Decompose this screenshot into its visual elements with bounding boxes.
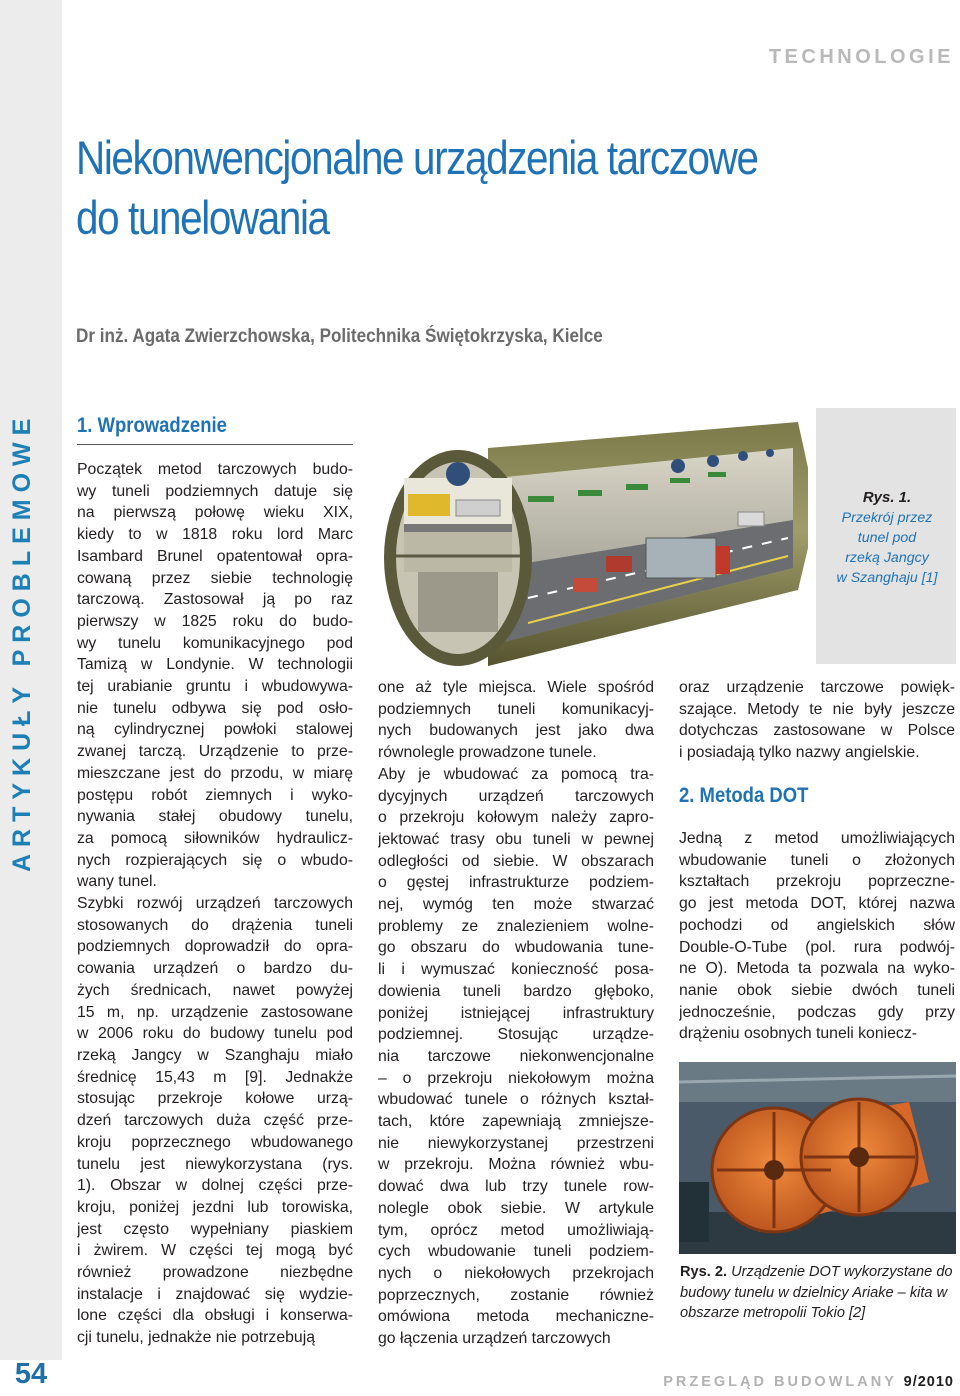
text-line: Jedną z metod umożliwiających bbox=[679, 830, 955, 847]
text-line: wany tunel. bbox=[77, 873, 157, 891]
figure-1-label: Rys. 1. bbox=[862, 489, 912, 506]
text-line: podziemnej. Stosując urządze- bbox=[378, 1026, 654, 1044]
text-line: ną cylindrycznej powłoki stalowej bbox=[77, 721, 353, 739]
text-line: wbudowanie tuneli o złożonych bbox=[679, 851, 955, 869]
text-line: nie tunelu odbywa się pod osło- bbox=[77, 699, 353, 717]
text-line: nywania stałej obudowy tunelu, bbox=[77, 808, 353, 826]
text-line: postępu robót ziemnych i wyko- bbox=[77, 786, 353, 804]
text-line: na pierwszą połowę wieku XIX, bbox=[77, 504, 353, 522]
figure-1-caption-line: rzeką Jangcy bbox=[845, 550, 929, 566]
text-line: mieszczane jest do przodu, w miarę bbox=[77, 764, 353, 782]
text-line: tej urabianie gruntu i wbudowywa- bbox=[77, 678, 353, 696]
text-line: dzeń tarczowych duża część prze- bbox=[77, 1112, 353, 1130]
figure-2-label: Rys. 2. bbox=[680, 1264, 728, 1280]
text-line: stosując przekroje kołowe urzą- bbox=[77, 1090, 353, 1108]
text-line: wy tunelu komunikacyjnego pod bbox=[77, 634, 353, 652]
text-line: go obszaru do wbudowania tune- bbox=[378, 939, 654, 957]
title-line-1: Niekonwencjonalne urządzenia tarczowe bbox=[76, 131, 758, 184]
section-category-label: ARTYKUŁY PROBLEMOWE bbox=[8, 411, 36, 872]
text-line: tarczową. Zastosował ją po raz bbox=[77, 591, 353, 609]
text-line: dowienia tuneli bardzo głęboko, bbox=[378, 982, 654, 1000]
text-line: Początek metod tarczowych budo- bbox=[77, 461, 353, 478]
text-line: kształtach przekroju poprzeczne- bbox=[679, 873, 955, 891]
text-line: jest często wypełniany piaskiem bbox=[77, 1220, 353, 1238]
text-line: Aby je wbudować za pomocą tra- bbox=[378, 765, 654, 783]
text-line: średnicę 15,43 m [9]. Jednakże bbox=[77, 1068, 353, 1086]
text-line: kroju, poniżej jezdni lub torowiska, bbox=[77, 1198, 353, 1216]
text-line: oraz urządzenie tarczowe powięk- bbox=[679, 679, 955, 696]
text-line: cowaną przez siebie technologię bbox=[77, 569, 353, 587]
text-line: nia tarczowe niekonwencjonalne bbox=[378, 1047, 654, 1065]
text-line: jednocześnie, podczas gdy przy bbox=[679, 1003, 955, 1021]
text-line: ne O). Metoda ta pozwala na wyko- bbox=[679, 960, 955, 978]
body-column-1 bbox=[77, 459, 353, 1349]
text-line: poniżej istniejącej infrastruktury bbox=[378, 1004, 654, 1022]
text-line: nych budowanych jest jako dwa bbox=[378, 722, 654, 740]
text-line: stosowanych do drążenia tuneli bbox=[77, 916, 353, 934]
author-line: Dr inż. Agata Zwierzchowska, Politechnika Świętokrzyska, Kielce bbox=[76, 326, 603, 347]
text-line: pierwszy w 1825 roku do budo- bbox=[77, 612, 353, 630]
text-line: Tamizą w Londynie. W technologii bbox=[77, 656, 353, 674]
section-heading-dot: 2. Metoda DOT bbox=[679, 784, 809, 807]
text-line: cych wbudowanie tuneli podziem- bbox=[378, 1243, 654, 1261]
text-line: go łączenia urządzeń tarczowych bbox=[378, 1330, 611, 1348]
text-line: Szybki rozwój urządzeń tarczowych bbox=[77, 895, 353, 913]
text-line: zwanej tarczą. Urządzenie to prze- bbox=[77, 743, 353, 761]
figure-1-caption-line: Przekrój przez bbox=[841, 510, 933, 526]
body-column-3-dot bbox=[679, 828, 955, 1045]
text-line: o gęstej infrastrukturze podziem- bbox=[378, 874, 654, 892]
text-line: li i wymuszać konieczność posa- bbox=[378, 961, 654, 979]
text-line: wy tuneli podziemnych datuje się bbox=[77, 482, 353, 500]
text-line: podziemnych doprowadził do opra- bbox=[77, 938, 353, 956]
journal-footer bbox=[663, 1374, 954, 1390]
figure-2-dot-machine-photo bbox=[679, 1062, 956, 1254]
title-line-2: do tunelowania bbox=[76, 191, 329, 244]
heading-rule bbox=[77, 444, 353, 445]
figure-1-tunnel-cross-section bbox=[378, 408, 816, 668]
text-line: poprzecznych, zostanie również bbox=[378, 1286, 654, 1304]
text-line: w 2006 roku do budowy tunelu pod bbox=[77, 1025, 353, 1043]
text-line: one aż tyle miejsca. Wiele spośród bbox=[378, 679, 654, 696]
text-line: tach, które zapewniają zmniejsze- bbox=[378, 1113, 654, 1131]
text-line: w przekroju. Można również wbu- bbox=[378, 1156, 654, 1174]
text-line: cowania urządzeń o bardzo du- bbox=[77, 960, 353, 978]
text-line: nolegle obok siebie. W artykule bbox=[378, 1199, 654, 1217]
text-line: i posiadają tylko nazwy angielskie. bbox=[679, 744, 920, 762]
text-line: o przekroju kołowym należy zapro- bbox=[378, 809, 654, 827]
figure-1-caption bbox=[822, 488, 952, 588]
text-line: szające. Metody te nie były jeszcze bbox=[679, 700, 955, 718]
text-line: cji tunelu, jednakże nie potrzebują bbox=[77, 1329, 315, 1347]
text-line: pochodzi od angielskich słów bbox=[679, 916, 955, 934]
section-heading-intro: 1. Wprowadzenie bbox=[77, 414, 227, 437]
text-line: tunelu jest niewykorzystana (rys. bbox=[77, 1155, 353, 1173]
text-line: problemy ze znalezieniem wolne- bbox=[378, 917, 654, 935]
dot-machine-illustration bbox=[679, 1062, 956, 1254]
text-line: i żwirem. W części tej mogą być bbox=[77, 1242, 353, 1260]
text-line: kroju poprzecznego wbudowanego bbox=[77, 1133, 353, 1151]
text-line: dycyjnych urządzeń tarczowych bbox=[378, 787, 654, 805]
text-line: rzeką Jangcy w Szanghaju miało bbox=[77, 1046, 353, 1064]
text-line: wbudować tunele o różnych kształ- bbox=[378, 1091, 654, 1109]
text-line: podziemnych tuneli komunikacyj- bbox=[378, 700, 654, 718]
journal-name: PRZEGLĄD BUDOWLANY bbox=[663, 1374, 897, 1390]
tunnel-illustration bbox=[378, 408, 816, 668]
text-line: omówiona metoda mechaniczne- bbox=[378, 1308, 654, 1326]
text-line: drążeniu osobnych tuneli koniecz- bbox=[679, 1025, 917, 1043]
figure-2-caption-text: Urządzenie DOT wykorzystane do budowy tunelu w dzielnicy Ariake – kita w obszarze metropolii Tokio [2] bbox=[680, 1264, 953, 1321]
text-line: za pomocą siłowników hydraulicz- bbox=[77, 829, 353, 847]
text-line: 1). Obszar w dolnej części prze- bbox=[77, 1177, 353, 1195]
text-line: 15 m, np. urządzenie zastosowane bbox=[77, 1003, 353, 1021]
figure-1-caption-line: tunel pod bbox=[857, 530, 917, 546]
figure-1-caption-line: w Szanghaju [1] bbox=[836, 570, 938, 586]
text-line: jektować trasy obu tuneli w pewnej bbox=[378, 830, 654, 848]
text-line: dować dwa lub trzy tunele row- bbox=[378, 1178, 654, 1196]
text-line: nanie obok siebie dwóch tuneli bbox=[679, 981, 955, 999]
text-line: nie niewykorzystanej przestrzeni bbox=[378, 1134, 654, 1152]
article-title bbox=[76, 128, 953, 248]
text-line: żych średnicach, nawet powyżej bbox=[77, 981, 353, 999]
page-number: 54 bbox=[14, 1358, 48, 1390]
text-line: dotychczas zastosowane w Polsce bbox=[679, 722, 955, 740]
text-line: odległości od siebie. W obszarach bbox=[378, 852, 654, 870]
body-column-3-intro bbox=[679, 677, 955, 764]
section-tag: TECHNOLOGIE bbox=[768, 46, 954, 68]
text-line: równolegle prowadzone tunele. bbox=[378, 744, 597, 762]
text-line: go jest metoda DOT, której nazwa bbox=[679, 895, 955, 913]
text-line: również prowadzone niezbędne bbox=[77, 1264, 353, 1282]
text-line: lone części dla obsługi i konserwa- bbox=[77, 1307, 353, 1325]
text-line: instalacje i znajdować się wydzie- bbox=[77, 1285, 353, 1303]
text-line: kiedy to w 1818 roku lord Marc bbox=[77, 526, 353, 544]
text-line: Double-O-Tube (pol. rura podwój- bbox=[679, 938, 955, 956]
text-line: Isambard Brunel opatentował opra- bbox=[77, 547, 353, 565]
journal-issue: 9/2010 bbox=[903, 1374, 954, 1390]
text-line: tym, oprócz metod umożliwiają- bbox=[378, 1221, 654, 1239]
body-column-2 bbox=[378, 677, 654, 1347]
text-line: nej, wymóg ten może stwarzać bbox=[378, 896, 654, 914]
text-line: – o przekroju niekołowym można bbox=[378, 1069, 654, 1087]
figure-2-caption bbox=[680, 1262, 956, 1324]
text-line: nych o niekołowych przekrojach bbox=[378, 1264, 654, 1282]
text-line: nych rozpierających się o wbudo- bbox=[77, 851, 353, 869]
